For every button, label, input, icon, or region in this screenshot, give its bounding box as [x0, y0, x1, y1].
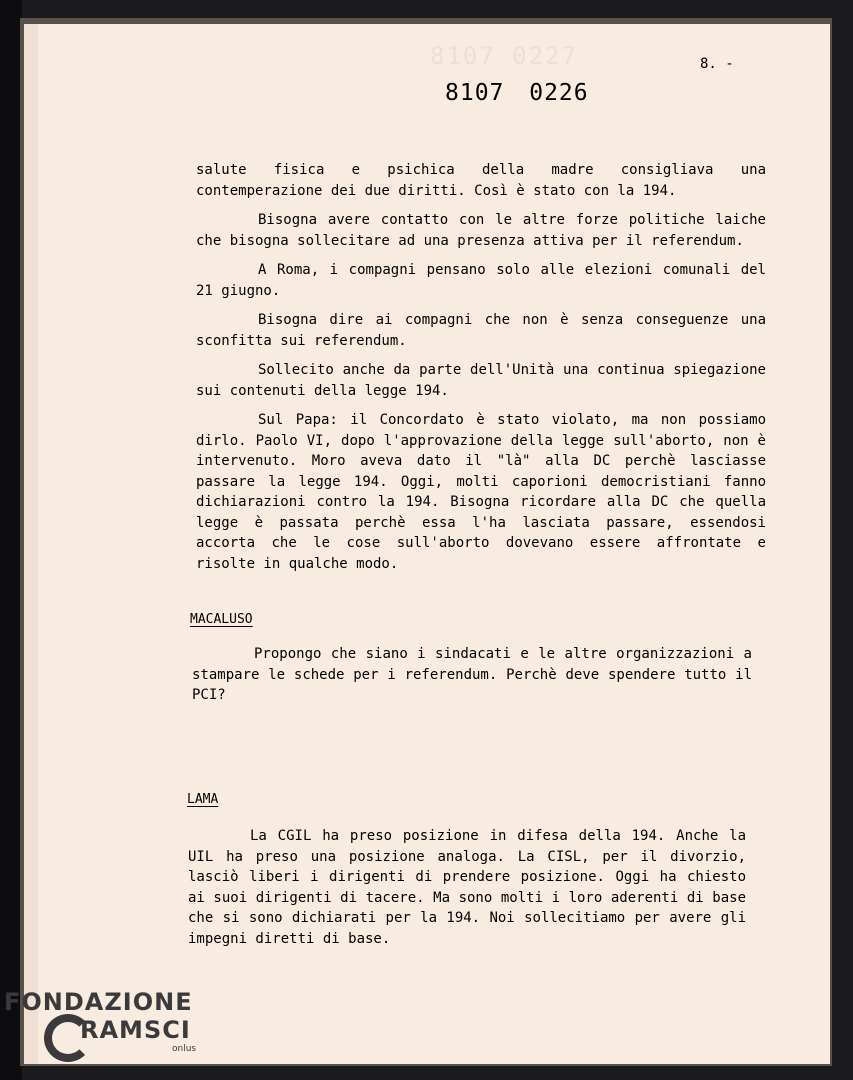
speaker-heading-macaluso: MACALUSO [190, 612, 253, 627]
paragraph: A Roma, i compagni pensano solo alle elezioni comunali del 21 giugno. [196, 262, 766, 299]
intro-text-block [196, 160, 766, 583]
page-number: 8. - [700, 56, 734, 72]
binder-edge [0, 0, 22, 1080]
watermark-suffix: onlus [172, 1044, 197, 1054]
paragraph: Bisogna avere contatto con le altre forze politiche laiche che bisogna sollecitare ad una presenza attiva per il referendum. [196, 212, 766, 249]
paragraph: La CGIL ha preso posizione in difesa della 194. Anche la UIL ha preso una posizione analoga. La CISL, per il divorzio, lasciò liberi i dirigenti di prendere posizione. Oggi ha chiesto ai suoi dirigenti di tacere. Ma sono molti i loro aderenti di base che si sono dichiarati per la 194. Noi sollecitiamo per avere gli impegni diretti di base. [188, 828, 746, 947]
watermark-line1: FONDAZIONE [4, 988, 193, 1016]
watermark-line2: RAMSCI [80, 1016, 191, 1044]
paragraph: Sul Papa: il Concordato è stato violato, ma non possiamo dirlo. Paolo VI, dopo l'approvazione della legge sull'aborto, non è intervenuto. Moro aveva dato il "là" alla DC perchè lasciasse passare la legge 194. Oggi, molti caporioni democristiani fanno dichiarazioni contro la 194. Bisogna ricordare alla DC che quella legge è passata perchè essa l'ha lasciata passare, essendosi accorta che le cose sull'aborto dovevano essere affrontate e risolte in qualche modo. [196, 412, 766, 572]
lama-text-block [188, 826, 746, 958]
ghost-stamp-bleedthrough: 8107 0227 [430, 42, 579, 70]
paragraph: Sollecito anche da parte dell'Unità una continua spiegazione sui contenuti della legge 194. [196, 362, 766, 399]
page-fold [24, 24, 38, 1064]
paragraph: Propongo che siano i sindacati e le altre organizzazioni a stampare le schede per i referendum. Perchè deve spendere tutto il PCI? [192, 646, 752, 703]
paragraph: salute fisica e psichica della madre consigliava una contemperazione dei due diritti. Così è stato con la 194. [196, 162, 766, 199]
archive-stamp-number: 8107 0226 [445, 80, 589, 106]
speaker-heading-lama: LAMA [187, 792, 219, 807]
paragraph: Bisogna dire ai compagni che non è senza conseguenze una sconfitta sui referendum. [196, 312, 766, 349]
macaluso-text-block [192, 644, 752, 715]
